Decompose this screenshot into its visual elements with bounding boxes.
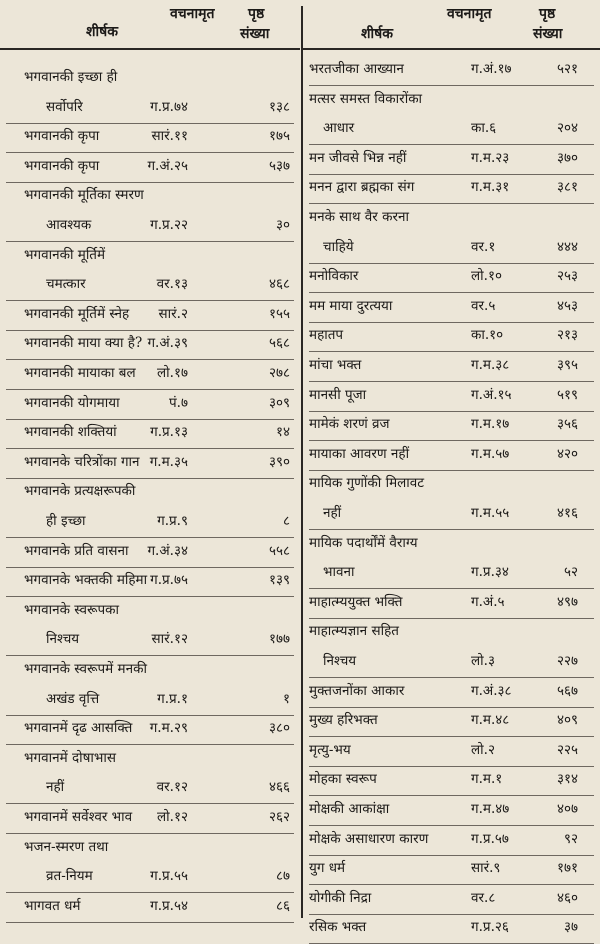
index-topic: मम माया दुरत्यया [309,297,393,314]
index-page-number: ४६८ [268,276,290,293]
index-topic: रसिक भक्त [309,919,367,936]
index-topic: मोक्षकी आकांक्षा [309,801,390,817]
index-topic: मनके साथ वैर करना [309,209,409,225]
index-topic: माहात्म्यज्ञान सहित [309,623,399,640]
index-page-number: ८६ [275,897,290,914]
index-topic: मामेकं शरणं व्रज [309,416,390,433]
index-page-number: ४०७ [556,801,578,817]
index-vachanamrut-ref: ग.प्र.९ [157,513,188,529]
index-topic: नहीं [46,779,65,796]
index-vachanamrut-ref: लो.१७ [157,365,188,381]
index-vachanamrut-ref: का.१० [471,327,504,344]
index-vachanamrut-ref: ग.म.४८ [471,712,510,729]
index-topic: मनन द्वारा ब्रह्मका संग [309,179,415,196]
index-vachanamrut-ref: ग.म.३८ [471,357,510,373]
index-topic: मानसी पूजा [309,386,367,403]
index-page-number: ३७ [563,919,578,936]
index-page-number: ३५६ [556,416,578,433]
index-vachanamrut-ref: ग.म.२३ [471,149,510,166]
index-topic: भजन-स्मरण तथा [24,838,109,855]
index-topic: आधार [323,120,355,137]
index-page-number: ५६७ [556,682,578,699]
index-vachanamrut-ref: ग.प्र.२६ [471,919,509,936]
index-topic: भगवानके स्वरूपका [24,601,120,618]
index-topic: भगवानके चरित्रोंका गान [24,453,140,470]
index-vachanamrut-ref: ग.प्र.३४ [471,564,509,581]
index-page-number: ४०९ [556,712,578,729]
index-topic: भगवानकी मूर्तिमें [24,246,106,263]
index-topic: मोक्षके असाधारण कारण [309,830,429,847]
index-vachanamrut-ref: सारं.९ [471,860,501,877]
index-topic: मोहका स्वरूप [309,771,377,788]
index-topic: भगवानकी कृपा [24,157,100,174]
index-topic: भगवानकी इच्छा ही [24,69,118,85]
left-header-page-2: संख्या [240,26,270,42]
index-topic: भगवानमें दोषाभास [24,749,117,766]
index-page-number: ५२१ [556,61,578,77]
index-topic: भगवानमें सर्वेश्वर भाव [24,809,133,825]
index-vachanamrut-ref: वर.१ [471,238,496,255]
index-vachanamrut-ref: ग.म.५५ [471,505,510,521]
index-topic: माहात्म्ययुक्त भक्ति [309,593,403,610]
index-vachanamrut-ref: ग.अं.५ [471,593,505,610]
index-page-number: ४४४ [556,238,578,255]
index-topic: भगवानके स्वरूपमें मनकी [24,661,147,677]
index-topic: भावना [323,564,355,581]
index-page-number: ३९५ [556,357,578,373]
index-topic: भागवत धर्म [24,897,81,914]
index-topic: अखंड वृत्ति [46,690,100,707]
index-topic: ही इच्छा [46,513,86,529]
index-topic: भगवानके भक्तकी महिमा [24,572,148,589]
left-column [0,0,300,914]
index-page-number: १४ [275,424,290,441]
index-topic: निश्चय [46,631,80,648]
index-page-number: ५३७ [268,157,290,174]
index-vachanamrut-ref: ग.प्र.१३ [150,424,188,441]
index-vachanamrut-ref: ग.म.२९ [149,720,188,737]
index-vachanamrut-ref: ग.अं.१५ [471,386,512,403]
index-vachanamrut-ref: वर.१२ [156,779,188,796]
index-page-number: ५१९ [556,386,578,403]
index-vachanamrut-ref: ग.म.३५ [149,453,188,470]
index-vachanamrut-ref: सारं.१२ [151,631,188,648]
left-header-title: शीर्षक [86,24,118,40]
index-topic: भगवानकी मूर्तिका स्मरण [24,187,144,204]
index-topic: भगवानकी मायाका बल [24,365,136,381]
index-topic: भगवानकी शक्तियां [24,424,117,441]
index-row [303,910,600,944]
index-page-number: ४२० [556,445,578,462]
index-page-number: ३१४ [556,771,578,788]
index-vachanamrut-ref: का.६ [471,120,497,137]
index-page-number: ३९० [268,453,290,470]
index-page-number: ३० [275,217,290,233]
index-topic: युग धर्म [309,860,346,877]
index-page-number: १७१ [556,860,578,877]
index-vachanamrut-ref: ग.प्र.५४ [150,897,188,914]
index-topic: मुक्तजनोंका आकार [309,682,405,699]
index-vachanamrut-ref: ग.म.३१ [471,179,510,196]
index-vachanamrut-ref: ग.अं.२५ [147,157,188,174]
right-header-page-1: पृष्ठ [539,6,556,22]
index-topic: मांचा भक्त [309,357,362,373]
index-vachanamrut-ref: लो.३ [471,653,495,669]
right-column [303,0,600,936]
index-topic: भरतजीका आख्यान [309,61,404,77]
left-header-page-1: पृष्ठ [248,6,265,22]
index-topic: मन जीवसे भिन्न नहीं [309,149,407,166]
index-page-number: ४९७ [556,593,578,610]
index-page-number: ९२ [563,830,578,847]
index-page-number: ५२ [563,564,578,581]
index-vachanamrut-ref: पं.७ [169,394,188,411]
index-vachanamrut-ref: ग.म.१ [471,771,503,788]
index-topic: भगवानके प्रति वासना [24,542,129,559]
index-topic: मायाका आवरण नहीं [309,445,410,462]
left-header [0,0,300,50]
index-page-number: २१३ [556,327,578,344]
index-vachanamrut-ref: ग.म.१७ [471,416,510,433]
index-topic: भगवानमें दृढ आसक्ति [24,720,133,737]
left-header-ref: वचनामृत [170,6,215,22]
index-topic: व्रत-नियम [46,868,93,885]
index-vachanamrut-ref: ग.प्र.१ [157,690,188,707]
right-header-title: शीर्षक [361,26,393,42]
index-topic: मत्सर समस्त विकारोंका [309,90,423,107]
index-vachanamrut-ref: लो.१२ [157,809,188,825]
index-page-number: १७५ [268,128,290,145]
index-page-number: १७७ [268,631,290,648]
index-topic: भगवानकी माया क्या है? [24,335,143,352]
index-row [0,889,300,923]
index-topic: मुख्य हरिभक्त [309,712,378,729]
index-topic: महातप [309,327,344,344]
index-vachanamrut-ref: ग.प्र.५५ [150,868,188,885]
index-page-number: २२७ [556,653,578,669]
right-header [303,0,600,50]
index-vachanamrut-ref: ग.म.५७ [471,445,510,462]
index-topic: मायिक गुणोंकी मिलावट [309,475,425,492]
index-vachanamrut-ref: लो.२ [471,741,495,758]
index-page-number: ८ [282,513,290,529]
index-page-number: ३८० [268,720,290,737]
index-page-number: ३०९ [268,394,290,411]
index-page-number: २२५ [556,741,578,758]
index-page-number: ४१६ [556,505,578,521]
index-topic: मृत्यु-भय [309,741,351,758]
index-topic: योगीकी निद्रा [309,889,372,906]
index-topic: निश्चय [323,653,357,669]
index-page-number: ८७ [275,868,290,885]
index-topic: मनोविकार [309,268,359,285]
index-page-number: ५५८ [268,542,290,559]
index-vachanamrut-ref: ग.अं.१७ [471,61,512,77]
index-page-number: ३७० [556,149,578,166]
index-topic: भगवानके प्रत्यक्षरूपकी [24,483,136,500]
index-vachanamrut-ref: ग.प्र.५७ [471,830,509,847]
index-page-number: ४६० [556,889,578,906]
right-header-ref: वचनामृत [447,6,492,22]
index-page-number: ५६८ [268,335,290,352]
index-topic: चमत्कार [46,276,86,293]
index-page-number: २५३ [556,268,578,285]
index-topic: आवश्यक [46,217,92,233]
index-page-number: ४६६ [268,779,290,796]
index-page-number: ३८१ [556,179,578,196]
index-page-number: १५५ [268,305,290,322]
index-vachanamrut-ref: ग.अं.३८ [471,682,512,699]
index-topic: मायिक पदार्थोंमें वैराग्य [309,534,418,551]
index-topic: चाहिये [323,238,354,255]
right-header-page-2: संख्या [533,26,563,42]
index-page-number: १३८ [268,98,290,115]
index-vachanamrut-ref: ग.अं.३९ [147,335,188,352]
index-topic: भगवानकी कृपा [24,128,100,145]
index-vachanamrut-ref: वर.८ [471,889,496,906]
index-topic: सर्वोपरि [46,98,83,115]
index-vachanamrut-ref: ग.प्र.७५ [150,572,188,589]
index-vachanamrut-ref: सारं.११ [151,128,188,145]
index-page-number: १ [282,690,290,707]
index-vachanamrut-ref: ग.प्र.७४ [150,98,188,115]
index-topic: भगवानकी मूर्तिमें स्नेह [24,305,130,322]
index-page-number: २०४ [556,120,578,137]
index-vachanamrut-ref: ग.प्र.२२ [150,217,188,233]
index-vachanamrut-ref: ग.अं.३४ [147,542,188,559]
index-topic: भगवानकी योगमाया [24,394,120,411]
index-page-number: ४५३ [556,297,578,314]
index-vachanamrut-ref: लो.१० [471,268,502,285]
index-vachanamrut-ref: ग.म.४७ [471,801,510,817]
index-topic: नहीं [323,505,342,521]
index-vachanamrut-ref: सारं.२ [158,305,188,322]
index-vachanamrut-ref: वर.१३ [156,276,188,293]
index-page-number: २७८ [268,365,290,381]
index-page-number: १३९ [268,572,290,589]
index-page-number: २६२ [268,809,290,825]
index-vachanamrut-ref: वर.५ [471,297,496,314]
